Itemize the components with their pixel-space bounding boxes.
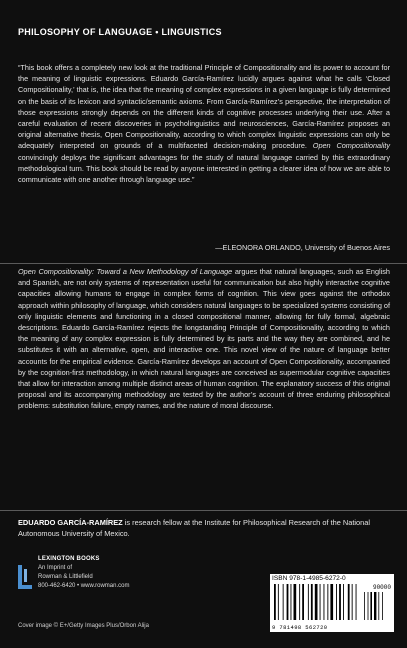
publisher-line2: Rowman & Littlefield [38,574,93,580]
isbn-number: ISBN 978-1-4985-6272-0 [272,575,346,582]
publisher-block [18,555,158,615]
section-divider [0,263,407,264]
barcode-digits: 9 781498 562720 [272,624,328,631]
author-bio-text: is research fellow at the Institute for Philosophical Research of the National Autonomous University of Mexico. [18,518,371,539]
quote-text-end: convincingly deploys the significant advantages for the study of natural language carried by this extraordinary methodological turn. This book should be read by anyone interested in getting a clearer idea of how we are able to communicate with one another through language use.” [18,152,390,185]
cover-image-credit: Cover image © E+/Getty Images Plus/Orbon Alija [18,623,149,629]
quote-italic-title: Open Compositionality [312,141,390,151]
publisher-name: LEXINGTON BOOKS [38,556,100,562]
isbn-barcode [270,574,394,632]
publisher-contact: 800-462-6420 • www.rowman.com [38,583,130,589]
publisher-line1: An Imprint of [38,565,73,571]
section-divider [0,510,407,511]
price-code: 90000 [372,584,391,591]
lexington-logo-icon [18,565,32,589]
quote-attribution: —ELEONORA ORLANDO, University of Buenos Aires [215,243,390,252]
author-bio [18,517,390,540]
summary-book-title: Open Compositionality: Toward a New Methodology of Language [18,267,233,276]
summary-text: argues that natural languages, such as English and Spanish, are not only systems of representation useful for communication but also highly interactive cognitive capacities allowing humans to engage in complex forms of cognition. This view goes against the orthodox approach within philosophy of language, which considers natural languages to be specialized systems consisting of only linguistic elements and functioning in a closed compositional manner, allowing for fully formal, algebraic descriptions. Eduardo García-Ramírez rejects the longstanding Principle of Compositionality, according to which the meaning of any complex expression is fully determined by its parts and the way they are combined, and he substitutes it with an alternative, open, and interactive one. This novel view of the nature of language better accounts for the empirical evidence. García-Ramírez develops an account of Open Compositionality, accompanied by the cognition-first methodology, in which natural languages are conceived as supermodular cognitive capacities that allow for interaction among multiple distinct areas of human cognition. The explanatory success of this original proposal and its accompanying methodology are tested by the author’s account of three enduring philosophical problems: substitution failure, empty names, and the nature of moral discourse. [18,267,390,411]
publisher-text [38,555,129,591]
endorsement-quote [18,62,390,185]
category-label: PHILOSOPHY OF LANGUAGE • LINGUISTICS [18,27,222,37]
author-name: EDUARDO GARCÍA-RAMÍREZ [18,518,123,527]
book-summary [18,266,390,412]
quote-text: “This book offers a completely new look at the traditional Principle of Compositionality and its power to account for the meaning of linguistic expressions. Eduardo García-Ramírez lucidly argues against what he calls ‘Closed Compositionality,’ that is, the idea that the meaning of complex expressions in a given language is fully determined on the basis of its lexicon and syntactic/semantic axioms. From García-Ramírez’s perspective, the interpretation of those expressions strongly depends on the different kinds of cognitive processes underlying their use. After a careful evaluation of recent discoveries in psycholinguistics and neurosciences, García-Ramírez proposes an original alternative thesis, Open Compositionality, according to which complex linguistic expressions can only be adequately interpreted on grounds of a multifaceted decision-making procedure. [18,63,390,151]
